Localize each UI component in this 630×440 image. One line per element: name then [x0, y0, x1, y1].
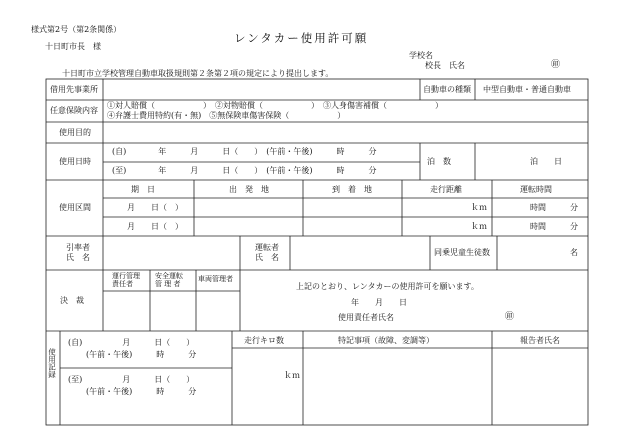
- col-drive-time: 運転時間: [520, 185, 552, 194]
- record-col-reporter: 報告者氏名: [520, 336, 560, 345]
- section-km-2: ｋｍ: [471, 222, 487, 231]
- record-to-line-2: (午前・午後) 時 分: [86, 387, 197, 396]
- section-date-2: 月 日（ ）: [127, 222, 183, 231]
- insurance-line-2: ④弁護士費用特約(有・無) ⑤無保険車傷害保険（ ）: [107, 111, 346, 120]
- record-km-unit: ｋｍ: [284, 371, 300, 380]
- principal-seal: ㊞: [551, 60, 561, 70]
- nights-unit: 泊 日: [530, 157, 562, 166]
- col-depart: 出 発 地: [229, 185, 269, 194]
- record-from-line-1: (自) 月 日（ ）: [68, 338, 195, 347]
- section-date-1: 月 日（ ）: [127, 203, 183, 212]
- col-date: 期 日: [131, 185, 155, 194]
- addressee: 十日町市長 様: [45, 42, 101, 51]
- datetime-label: 使用日時: [59, 157, 91, 166]
- rental-office-label: 借用先事業所: [50, 85, 98, 94]
- approval-col-safety: 安全運転 管 理 者: [155, 272, 183, 289]
- approval-date: 年 月 日: [351, 298, 407, 307]
- section-km-1: ｋｍ: [471, 203, 487, 212]
- record-col-km: 走行キロ数: [244, 336, 284, 345]
- students-count-label: 同乗児童生徒数: [434, 248, 490, 257]
- responsible-person-label: 使用責任者氏名: [338, 313, 394, 322]
- school-name-label: 学校名: [409, 51, 433, 60]
- section-hours-2: 時間 分: [530, 222, 578, 231]
- purpose-label: 使用目的: [59, 128, 91, 137]
- approval-col-vehicle: 車両管理者: [198, 275, 233, 283]
- section-hours-1: 時間 分: [530, 203, 578, 212]
- driver-name-label: 運転者 氏 名: [255, 243, 279, 262]
- datetime-from: (自) 年 月 日（ ） (午前・午後) 時 分: [112, 147, 377, 156]
- col-distance: 走行距離: [430, 185, 462, 194]
- responsible-seal: ㊞: [505, 312, 515, 322]
- approval-label: 決 裁: [60, 296, 84, 305]
- record-to-line-1: (至) 月 日（ ）: [68, 375, 195, 384]
- col-arrive: 到 着 地: [332, 185, 372, 194]
- record-from-line-2: (午前・午後) 時 分: [86, 350, 197, 359]
- car-type-value: 中型自動車・普通自動車: [483, 85, 571, 94]
- record-col-notes: 特記事項（故障、変調等）: [338, 336, 434, 345]
- form-title: レンタカー使用許可願: [234, 31, 369, 45]
- students-count-unit: 名: [570, 248, 578, 257]
- leader-name-label: 引率者 氏 名: [66, 243, 90, 262]
- section-label: 使用区間: [59, 203, 91, 212]
- approval-col-operation: 運行管理 責任者: [112, 272, 140, 289]
- approval-request-text: 上記のとおり、レンタカーの使用許可を願います。: [296, 282, 479, 291]
- datetime-to: (至) 年 月 日（ ） (午前・午後) 時 分: [112, 166, 377, 175]
- nights-label: 泊 数: [427, 157, 451, 166]
- form-frame: [46, 79, 588, 425]
- principal-name-label: 校長 氏名: [425, 61, 465, 70]
- insurance-line-1: ①対人賠償（ ） ②対物賠償（ ） ③人身傷害補償（ ）: [107, 101, 443, 110]
- insurance-label: 任意保険内容: [50, 106, 98, 115]
- intro-text: 十日町市立学校管理自動車取扱規則第２条第２項の規定により提出します。: [62, 69, 334, 78]
- form-number: 様式第2号（第2条関係）: [31, 25, 122, 34]
- car-type-label: 自動車の種類: [423, 85, 471, 94]
- record-label: 使用記録: [47, 348, 57, 378]
